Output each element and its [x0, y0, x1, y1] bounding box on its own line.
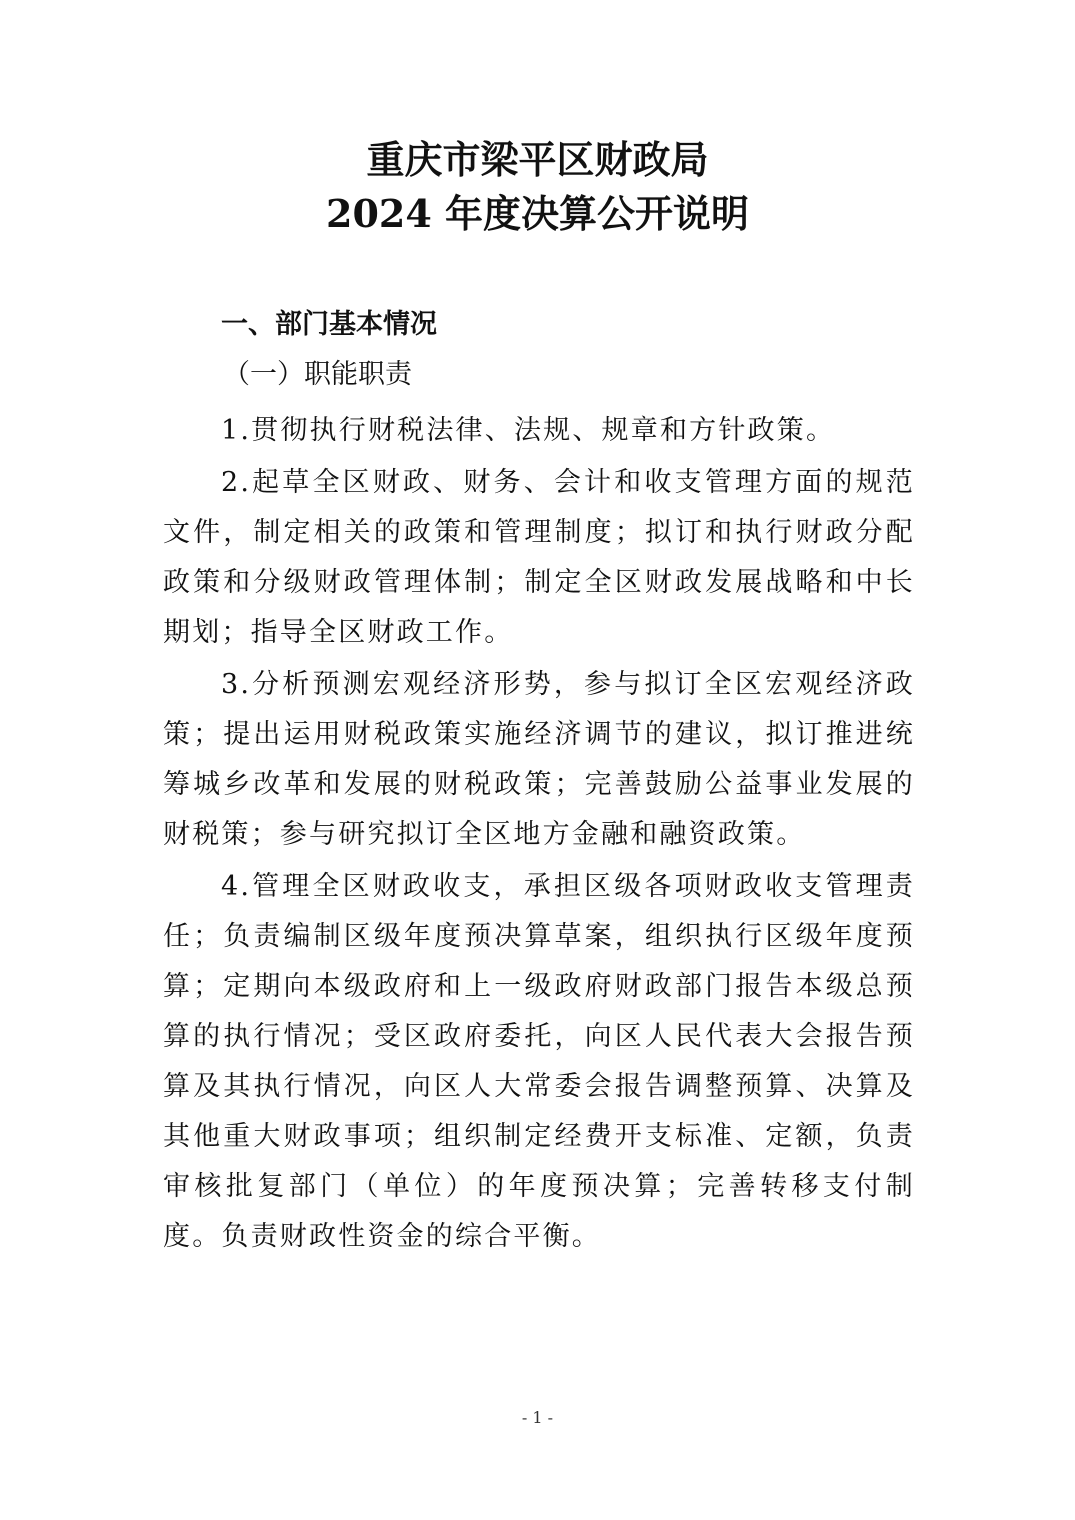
- section-heading: 一、部门基本情况: [221, 309, 437, 340]
- page-number: - 1 -: [521, 1408, 554, 1427]
- paragraph-3: 3.分析预测宏观经济形势，参与拟订全区宏观经济政策；提出运用财税政策实施经济调节的建议，拟订推进统筹城乡改革和发展的财税政策；完善鼓励公益事业发展的财税策；参与研究拟订全区地方金融和融资政策。: [163, 669, 915, 850]
- subsection-heading: （一）职能职责: [223, 359, 412, 390]
- document-title-line1: 重庆市梁平区财政局: [366, 137, 709, 182]
- document-body: [163, 302, 915, 1264]
- paragraph-2: 2.起草全区财政、财务、会计和收支管理方面的规范文件，制定相关的政策和管理制度；拟订和执行财政分配政策和分级财政管理体制；制定全区财政发展战略和中长期划；指导全区财政工作。: [163, 467, 915, 648]
- document-title-line2: 2024 年度决算公开说明: [326, 191, 749, 236]
- paragraph-4: 4.管理全区财政收支，承担区级各项财政收支管理责任；负责编制区级年度预决算草案，组织执行区级年度预算；定期向本级政府和上一级政府财政部门报告本级总预算的执行情况；受区政府委托，向区人民代表大会报告预算及其执行情况，向区人大常委会报告调整预算、决算及其他重大财政事项；组织制定经费开支标准、定额，负责审核批复部门（单位）的年度预决算；完善转移支付制度。负责财政性资金的综合平衡。: [163, 871, 915, 1252]
- paragraph-1: 1.贯彻执行财税法律、法规、规章和方针政策。: [221, 415, 836, 446]
